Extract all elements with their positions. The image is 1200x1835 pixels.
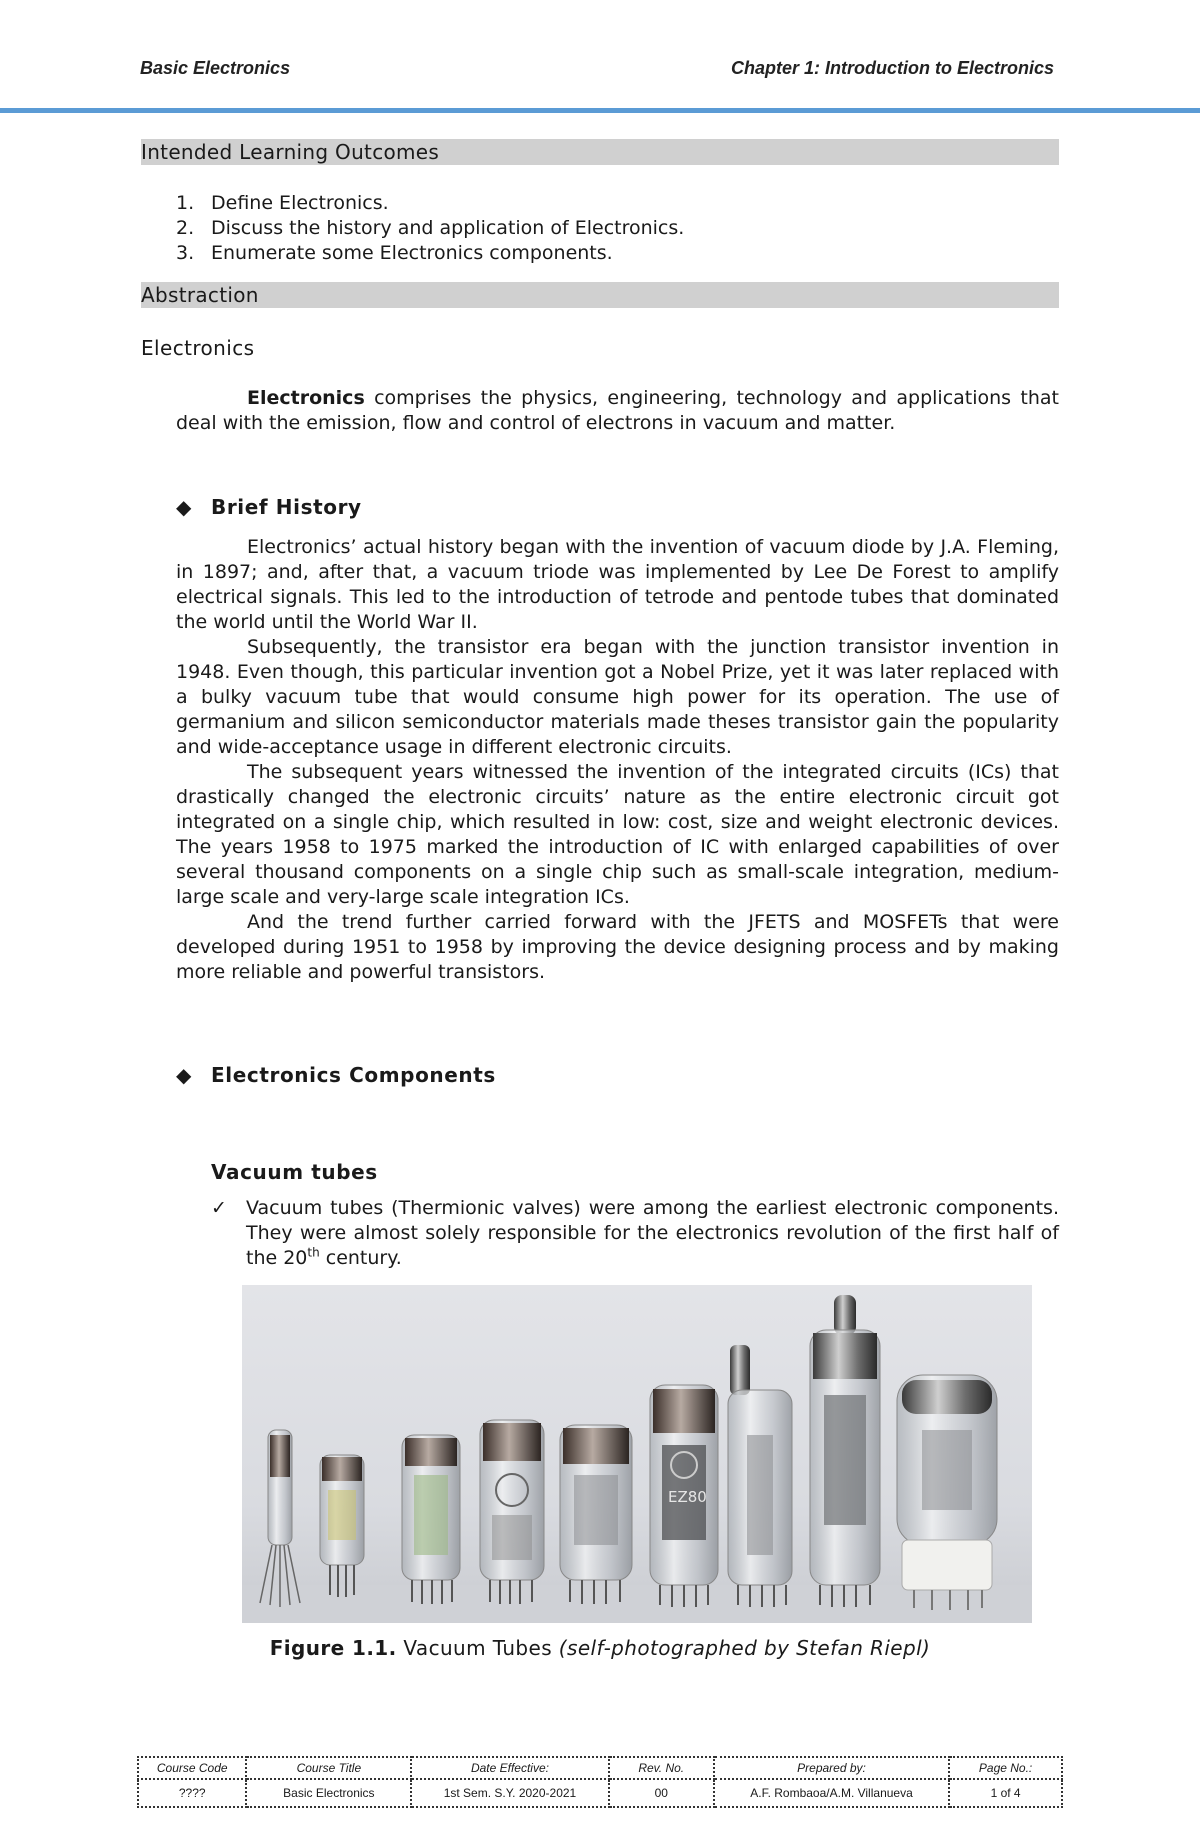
- figure-title: Vacuum Tubes: [396, 1636, 559, 1660]
- vacuum-tubes-bullet: ✓ Vacuum tubes (Thermionic valves) were among the earliest electronic components. They were almost solely responsible for the electronics revolution of the first half of the 20th century.: [211, 1197, 1059, 1269]
- tube-9: [897, 1375, 997, 1610]
- heading-electronics: Electronics: [141, 336, 255, 360]
- list-item: 2. Discuss the history and application of Electronics.: [176, 217, 685, 239]
- vacuum-tubes-photo: [242, 1285, 1032, 1623]
- tube-marking: EZ80: [668, 1488, 707, 1506]
- diamond-bullet-icon: ◆: [176, 495, 192, 519]
- section-bar-learning-outcomes: Intended Learning Outcomes: [141, 139, 1059, 165]
- footer-header-cell: Date Effective:: [411, 1757, 608, 1779]
- vacuum-tubes-illustration: [242, 1285, 1032, 1623]
- figure-credit: (self-photographed by Stefan Riepl): [558, 1636, 931, 1660]
- list-item: 1. Define Electronics.: [176, 192, 389, 214]
- figure-caption: [0, 1636, 1200, 1660]
- history-paragraph: Electronics’ actual history began with the invention of vacuum diode by J.A. Fleming, in 1897; and, after that, a vacuum triode was implemented by Lee De Forest to amplify electrical signals. This led to the introduction of tetrode and pentode tubes that dominated the world until the World War II.: [176, 536, 1059, 633]
- history-paragraph: And the trend further carried forward with the JFETS and MOSFETs that were developed during 1951 to 1958 by improving the device designing process and by making more reliable and powerful transistors.: [176, 911, 1059, 983]
- footer-header-cell: Rev. No.: [609, 1757, 714, 1779]
- footer-prepared-by: A.F. Rombaoa/A.M. Villanueva: [714, 1779, 949, 1807]
- footer-header-cell: Page No.:: [949, 1757, 1062, 1779]
- history-paragraph: Subsequently, the transistor era began with the junction transistor invention in 1948. Even though, this particular invention got a Nobel Prize, yet it was later replaced with a bulky vacuum tube that would consume high power for its operation. The use of germanium and silicon semiconductor materials made theses transistor gain the popularity and wide-acceptance usage in different electronic circuits.: [176, 636, 1059, 758]
- history-body: [176, 535, 1059, 985]
- footer-course-title: Basic Electronics: [246, 1779, 411, 1807]
- tube-3: [402, 1435, 460, 1604]
- heading-brief-history: ◆ Brief History: [176, 495, 362, 519]
- tube-4: [480, 1420, 544, 1604]
- page-header: [140, 58, 1054, 86]
- footer-rev-no: 00: [609, 1779, 714, 1807]
- heading-electronics-components: ◆ Electronics Components: [176, 1063, 496, 1087]
- heading-vacuum-tubes: Vacuum tubes: [211, 1160, 378, 1184]
- tube-8: [810, 1295, 880, 1607]
- tube-2: [320, 1455, 364, 1597]
- history-paragraph: The subsequent years witnessed the invention of the integrated circuits (ICs) that drastically changed the electronic circuits’ nature as the entire electronic circuit got integrated on a single chip, which resulted in low: cost, size and weight electronic devices. The years 1958 to 1975 marked the introduction of IC with enlarged capabilities of over several thousand components on a single chip such as small-scale integration, medium-large scale and very-large scale integration ICs.: [176, 761, 1059, 908]
- definition-term: Electronics: [247, 387, 365, 409]
- header-divider: [0, 108, 1200, 113]
- header-course-title: Basic Electronics: [140, 58, 291, 78]
- footer-header-cell: Course Title: [246, 1757, 411, 1779]
- electronics-definition: Electronics comprises the physics, engineering, technology and applications that deal with the emission, flow and control of electrons in vacuum and matter.: [176, 387, 1059, 434]
- footer-page-no: 1 of 4: [949, 1779, 1062, 1807]
- footer-header-cell: Course Code: [138, 1757, 246, 1779]
- footer-course-code: ????: [138, 1779, 246, 1807]
- footer-date-effective: 1st Sem. S.Y. 2020-2021: [411, 1779, 608, 1807]
- tube-1: [260, 1430, 300, 1607]
- footer-header-cell: Prepared by:: [714, 1757, 949, 1779]
- figure-label: Figure 1.1.: [269, 1636, 397, 1660]
- document-footer-table: [137, 1756, 1063, 1808]
- header-chapter-title: Chapter 1: Introduction to Electronics: [730, 58, 1054, 78]
- list-item: 3. Enumerate some Electronics components.: [176, 242, 613, 264]
- tube-7: [728, 1345, 792, 1607]
- tube-5: [560, 1425, 632, 1604]
- diamond-bullet-icon: ◆: [176, 1063, 192, 1087]
- learning-outcomes-list: [176, 191, 1076, 266]
- tube-6: [650, 1385, 718, 1607]
- section-bar-abstraction: Abstraction: [141, 282, 1059, 308]
- checkmark-icon: ✓: [211, 1197, 227, 1219]
